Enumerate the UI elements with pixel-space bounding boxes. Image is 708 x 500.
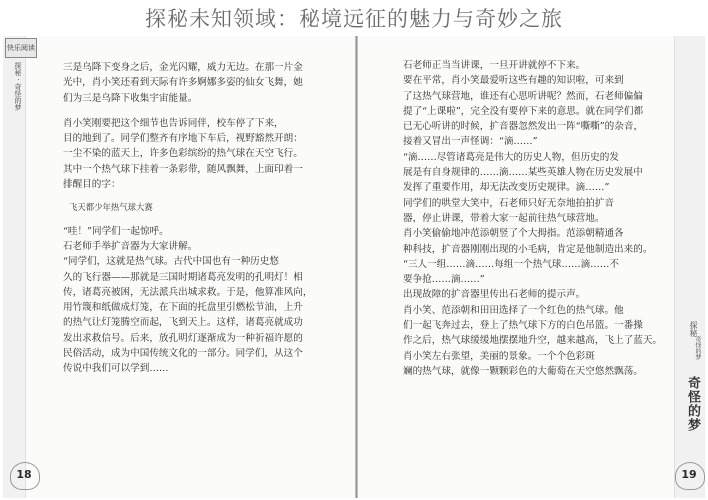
text-line: 石老师手举扩音器为大家讲解。 — [63, 240, 198, 252]
page-title: 探秘未知领域：秘境远征的魅力与奇妙之旅 — [145, 7, 563, 31]
text-line: “同学们，这就是热气球。古代中国也有一种历史悠 — [63, 256, 279, 268]
text-line: 了这热气球营地，谁还有心思听讲呢？然而，石老师偏偏 — [403, 90, 643, 102]
page-number-left: 18 — [12, 466, 36, 484]
text-line: 久的飞行器——那就是三国时期诸葛亮发明的孔明灯！相 — [63, 271, 303, 283]
text-line: 传说中我们可以学到…… — [63, 363, 169, 375]
text-line: 种科技，扩音器刚刚出现的小毛病，肯定是他制造出来的。 — [403, 243, 653, 255]
text-line: 接着又冒出一声怪调：“滴……” — [403, 136, 538, 148]
text-line: 作之后，热气球缓缓地摆摆地升空，越来越高，飞上了蓝天。 — [403, 335, 663, 347]
series-logo: 快乐阅读 — [5, 38, 37, 58]
text-line: 要在平常，肖小笑最爱听这些有趣的知识啦，可来到 — [403, 75, 624, 87]
right-page-body — [403, 58, 665, 379]
book-spread — [3, 36, 705, 498]
right-page-edge — [674, 36, 705, 498]
text-line: 出现故障的扩音器里传出石老师的提示声。 — [403, 289, 586, 301]
text-line: 传，诸葛亮被困，无法派兵出城求救。于是，他算准风向， — [63, 286, 313, 298]
banner-caption: 飞天都少年热气球大赛 — [69, 202, 153, 213]
page-number-right: 19 — [677, 466, 701, 484]
text-line: 民俗活动，成为中国传统文化的一部分。同学们，从这个 — [63, 348, 303, 360]
text-line: 同学们的哄堂大笑中，石老师只好无奈地拍拍扩音 — [403, 197, 615, 209]
text-line: 要争抢……滴……” — [403, 274, 485, 286]
text-line: 肖小笑左右张望，美丽的景象。一个个色彩斑 — [403, 350, 595, 362]
text-line: “哇！”同学们一起惊呼。 — [63, 225, 169, 237]
right-series-title: 奇怪的梦 — [685, 376, 700, 432]
text-line: 斓的热气球，就像一颗颗彩色的大葡萄在天空悠然飘荡。 — [403, 365, 643, 377]
text-line: 发挥了重要作用，却无法改变历史规律。滴……” — [403, 182, 610, 194]
text-line: 一尘不染的蓝天上，许多色彩缤纷的热气球在天空飞行。 — [63, 148, 303, 160]
text-line: 们一起飞奔过去，登上了热气球下方的白色吊篮。一番操 — [403, 320, 643, 332]
left-series-label: 探秘 · 奇怪的梦 — [14, 62, 22, 111]
text-line: 用竹篾和纸做成灯笼，在下面的托盘里引燃松节油，上升 — [63, 302, 303, 314]
text-line: 目的地到了。同学们整齐有序地下车后，视野豁然开朗： — [63, 133, 303, 145]
text-line: 其中一个热气球下挂着一条彩带，随风飘舞，上面印着一 — [63, 163, 303, 175]
text-line: 肖小笑、范添朝和田田选择了一个红色的热气球。他 — [403, 304, 624, 316]
text-line: 三是乌降下变身之后，金光闪耀，威力无边。在那一片金 — [63, 62, 303, 73]
text-line: 提了“上课啦”，完全没有要停下来的意思。就在同学们都 — [403, 105, 644, 117]
text-line: 光中，肖小笑还看到天际有许多婀娜多姿的仙女飞舞，她 — [63, 77, 303, 89]
text-line: 石老师正当当讲课，一旦开讲就停不下来。 — [403, 60, 586, 71]
text-line: 已无心听讲的时候，扩音器忽然发出一阵“嘶嘶”的杂音， — [403, 121, 644, 133]
left-page-edge — [3, 36, 35, 498]
right-series-small: 探秘 — [689, 321, 698, 337]
text-line: “三人一组……滴……每组一个热气球……滴……不 — [403, 258, 619, 270]
right-series-name: 奇怪的梦 — [694, 336, 701, 360]
text-line: 发出求救信号。后来，放孔明灯逐渐成为一种祈福许愿的 — [63, 332, 303, 344]
text-line: 的热气让灯笼腾空而起，飞到天上。这样，诸葛亮就成功 — [63, 317, 303, 329]
text-line: “滴……尽管诸葛亮是伟大的历史人物，但历史的发 — [403, 151, 619, 163]
text-line: 器，停止讲课，带着大家一起前往热气球营地。 — [403, 212, 605, 224]
text-line: 展是有自身规律的……滴……某些英雄人物在历史发展中 — [403, 167, 643, 179]
left-page-body — [63, 60, 325, 377]
text-line: 排醒目的字： — [63, 179, 121, 191]
book-spine — [355, 36, 358, 498]
text-line: 肖小笑偷偷地冲范添朝竖了个大拇指。范添朝精通各 — [403, 228, 624, 240]
text-line: 肖小笑刚要把这个细节也告诉同伴，校车停了下来， — [63, 117, 284, 129]
text-line: 们为三是乌降下收集宇宙能量。 — [63, 92, 198, 104]
